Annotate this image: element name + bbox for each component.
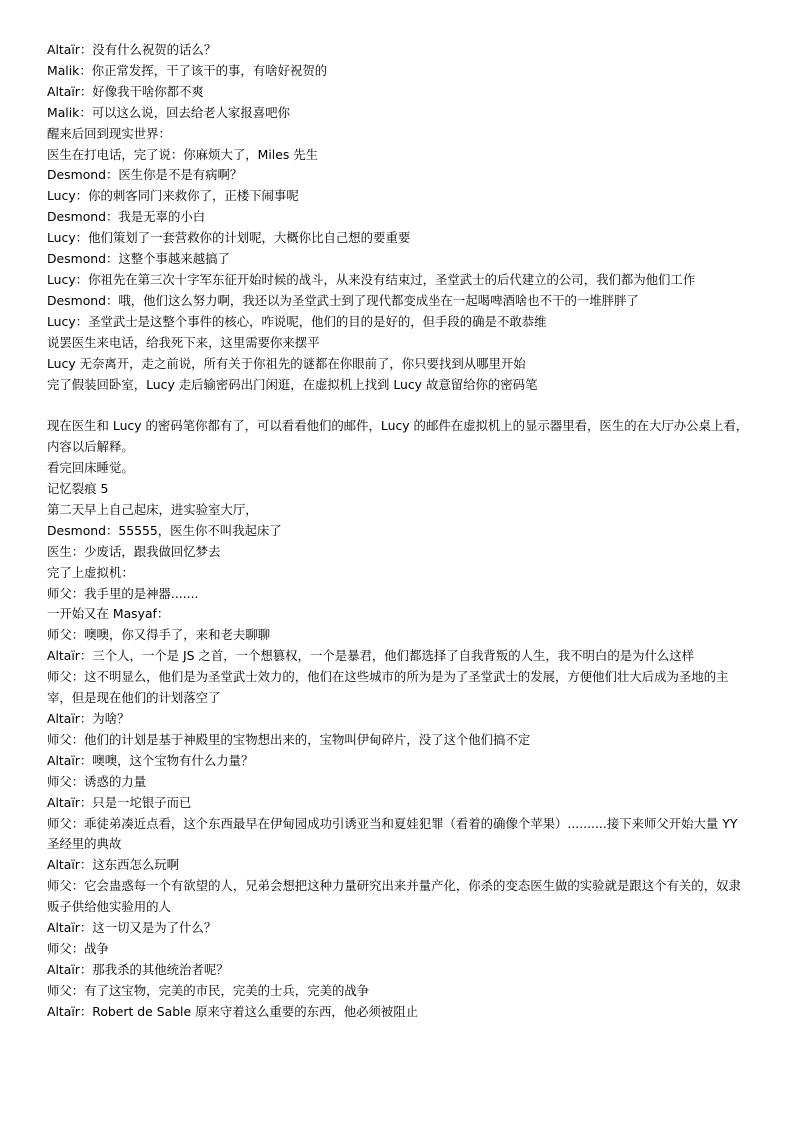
text-line: 师父：他们的计划是基于神殿里的宝物想出来的，宝物叫伊甸碎片，没了这个他们搞不定 <box>47 731 531 747</box>
text-line: 师父：噢噢，你又得手了，来和老夫聊聊 <box>47 627 271 643</box>
section-heading: 记忆裂痕 5 <box>47 481 109 497</box>
text-line: 师父：它会蛊惑每一个有欲望的人，兄弟会想把这种力量研究出来并量产化，你杀的变态医生做的实验就是跟这个有关的，奴隶贩子供给他实验用的人 <box>47 878 741 915</box>
text-line: 师父：我手里的是神器....... <box>47 585 199 601</box>
text-line: Altaïr：只是一坨银子而已 <box>47 794 192 810</box>
text-line: 医生：少废话，跟我做回忆梦去 <box>47 543 221 559</box>
text-line: Lucy：你的刺客同门来救你了，正楼下闹事呢 <box>47 188 299 204</box>
text-line: Malik：你正常发挥，干了该干的事，有啥好祝贺的 <box>47 62 328 78</box>
text-line: 师父：这不明显么，他们是为圣堂武士效力的，他们在这些城市的所为是为了圣堂武士的发展，方便他们壮大后成为圣地的主宰，但是现在他们的计划落空了 <box>47 669 729 706</box>
text-line: 醒来后回到现实世界： <box>47 125 171 141</box>
text-line: Desmond：我是无辜的小白 <box>47 209 206 225</box>
text-line: 师父：战争 <box>47 940 109 956</box>
text-line: Desmond：哦，他们这么努力啊，我还以为圣堂武士到了现代都变成坐在一起喝啤酒啥也不干的一堆胖胖了 <box>47 292 639 308</box>
text-line: 师父：乖徒弟凑近点看，这个东西最早在伊甸园成功引诱亚当和夏娃犯罪（看着的确像个苹果）..........接下来师父开始大量 YY 圣经里的典故 <box>47 815 738 852</box>
text-line: Lucy：他们策划了一套营救你的计划呢，大概你比自己想的要重要 <box>47 230 411 246</box>
text-line: Desmond：医生你是不是有病啊？ <box>47 167 243 183</box>
text-line: Altaïr：这一切又是为了什么？ <box>47 920 217 936</box>
text-line: Altaïr：Robert de Sable 原来守着这么重要的东西，他必须被阻止 <box>47 1003 419 1019</box>
text-line: Altaïr：那我杀的其他统治者呢？ <box>47 961 229 977</box>
text-line: 一开始又在 Masyaf： <box>47 606 170 622</box>
text-line: Desmond：这整个事越来越搞了 <box>47 251 230 267</box>
document-page <box>47 40 751 1023</box>
text-line: Altaïr：为啥？ <box>47 710 130 726</box>
text-line: Altaïr：这东西怎么玩啊 <box>47 857 180 873</box>
text-line: 师父：诱惑的力量 <box>47 773 147 789</box>
text-line: 说罢医生来电话，给我死下来，这里需要你来摆平 <box>47 334 320 350</box>
text-line: Altaïr：三个人，一个是 JS 之首，一个想篡权，一个是暴君，他们都选择了自我背叛的人生，我不明白的是为什么这样 <box>47 648 695 664</box>
text-line: Altaïr：噢噢，这个宝物有什么力量？ <box>47 752 254 768</box>
text-line: Altaïr：没有什么祝贺的话么？ <box>47 42 217 57</box>
text-line: Lucy：你祖先在第三次十字军东征开始时候的战斗，从来没有结束过，圣堂武士的后代建立的公司，我们都为他们工作 <box>47 271 696 287</box>
text-line: 看完回床睡觉。 <box>47 460 134 476</box>
text-line: Lucy：圣堂武士是这整个事件的核心，咋说呢，他们的目的是好的，但手段的确是不敢恭维 <box>47 313 547 329</box>
text-line: 医生在打电话，完了说：你麻烦大了，Miles 先生 <box>47 146 319 162</box>
text-line: 师父：有了这宝物，完美的市民，完美的士兵，完美的战争 <box>47 982 370 998</box>
text-line: Altaïr：好像我干啥你都不爽 <box>47 83 204 99</box>
blank-line <box>47 395 751 416</box>
text-line: 第二天早上自己起床，进实验室大厅， <box>47 501 258 517</box>
text-line: Desmond：55555，医生你不叫我起床了 <box>47 522 282 538</box>
text-line: Lucy 无奈离开，走之前说，所有关于你祖先的谜都在你眼前了，你只要找到从哪里开始 <box>47 355 526 371</box>
text-line: 完了假装回卧室，Lucy 走后输密码出门闲逛，在虚拟机上找到 Lucy 故意留给你的密码笔 <box>47 376 538 392</box>
text-line: Malik：可以这么说，回去给老人家报喜吧你 <box>47 104 290 120</box>
text-line: 完了上虚拟机： <box>47 564 134 580</box>
text-line: 现在医生和 Lucy 的密码笔你都有了，可以看看他们的邮件，Lucy 的邮件在虚拟机上的显示器里看，医生的在大厅办公桌上看，内容以后解释。 <box>47 418 749 455</box>
